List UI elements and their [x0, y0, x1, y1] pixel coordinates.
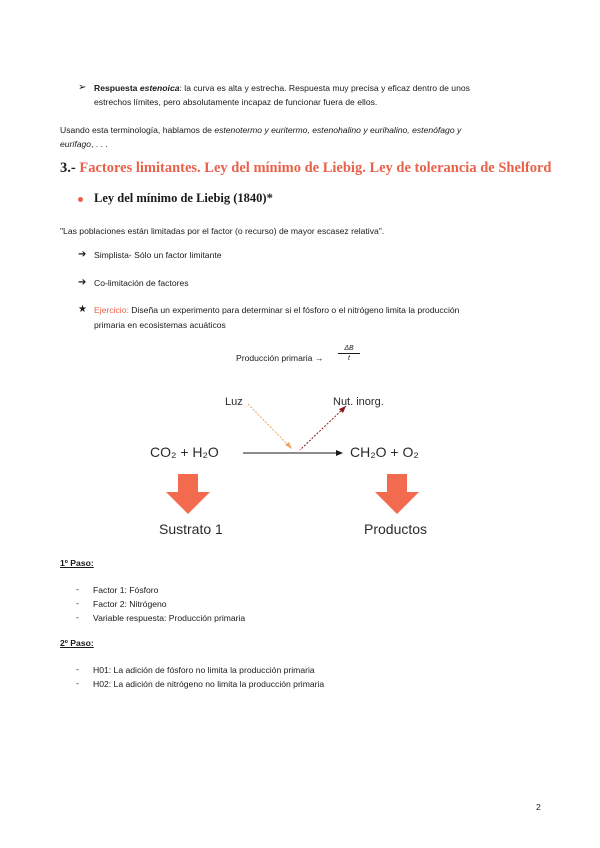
- productos-label: Productos: [364, 521, 428, 537]
- left-block-arrow: [166, 474, 210, 514]
- reaction-diagram: [0, 380, 600, 550]
- right-arrow-icon: ➔: [78, 249, 87, 260]
- reactants-formula: CO₂ + H₂O: [150, 444, 219, 460]
- nut-arrow: [300, 406, 346, 450]
- nut-label: Nut. inorg.: [333, 396, 384, 408]
- formula-fraction: ΔB t: [338, 344, 360, 364]
- sustrato-label: Sustrato 1: [159, 521, 223, 537]
- right-block-arrow: [375, 474, 419, 514]
- products-formula: CH₂O + O₂: [350, 444, 419, 460]
- page-number: 2: [536, 802, 541, 812]
- section-title: Factores limitantes. Ley del mínimo de Liebig. Ley de tolerancia de Shelford: [79, 160, 552, 176]
- section-3-heading: [60, 160, 552, 177]
- paso2-heading: 2º Paso:: [60, 638, 94, 648]
- quote-paragraph: "Las poblaciones están limitadas por el factor (o recurso) de mayor escasez relativa".: [60, 226, 385, 236]
- reaction-arrowhead: [336, 450, 343, 456]
- arrowhead-bullet-icon: ➢: [78, 82, 87, 93]
- luz-arrowhead: [285, 442, 292, 449]
- luz-label: Luz: [225, 396, 243, 408]
- diagram-canvas: [0, 380, 600, 550]
- paso1-heading: 1º Paso:: [60, 558, 94, 568]
- bullet-dot-icon: [78, 197, 83, 202]
- respuesta-line2: estrechos límites, pero absolutamente incapaz de funcionar fuera de ellos.: [94, 97, 378, 107]
- luz-arrow: [248, 404, 292, 449]
- subsection-title: Ley del mínimo de Liebig (1840)*: [94, 191, 273, 205]
- section-number: 3.-: [60, 160, 76, 176]
- exercise-label: Ejercicio:: [94, 305, 129, 315]
- respuesta-line1: Respuesta estenoica: la curva es alta y estrecha. Respuesta muy precisa y eficaz dentro de unos: [94, 83, 470, 93]
- right-arrow-icon: ➔: [78, 277, 87, 288]
- terminology-paragraph: Usando esta terminología, hablamos de estenotermo y euritermo, estenohalino y eurihalino, estenófago y eurifago, . . .: [60, 125, 462, 149]
- star-icon: ★: [78, 304, 87, 315]
